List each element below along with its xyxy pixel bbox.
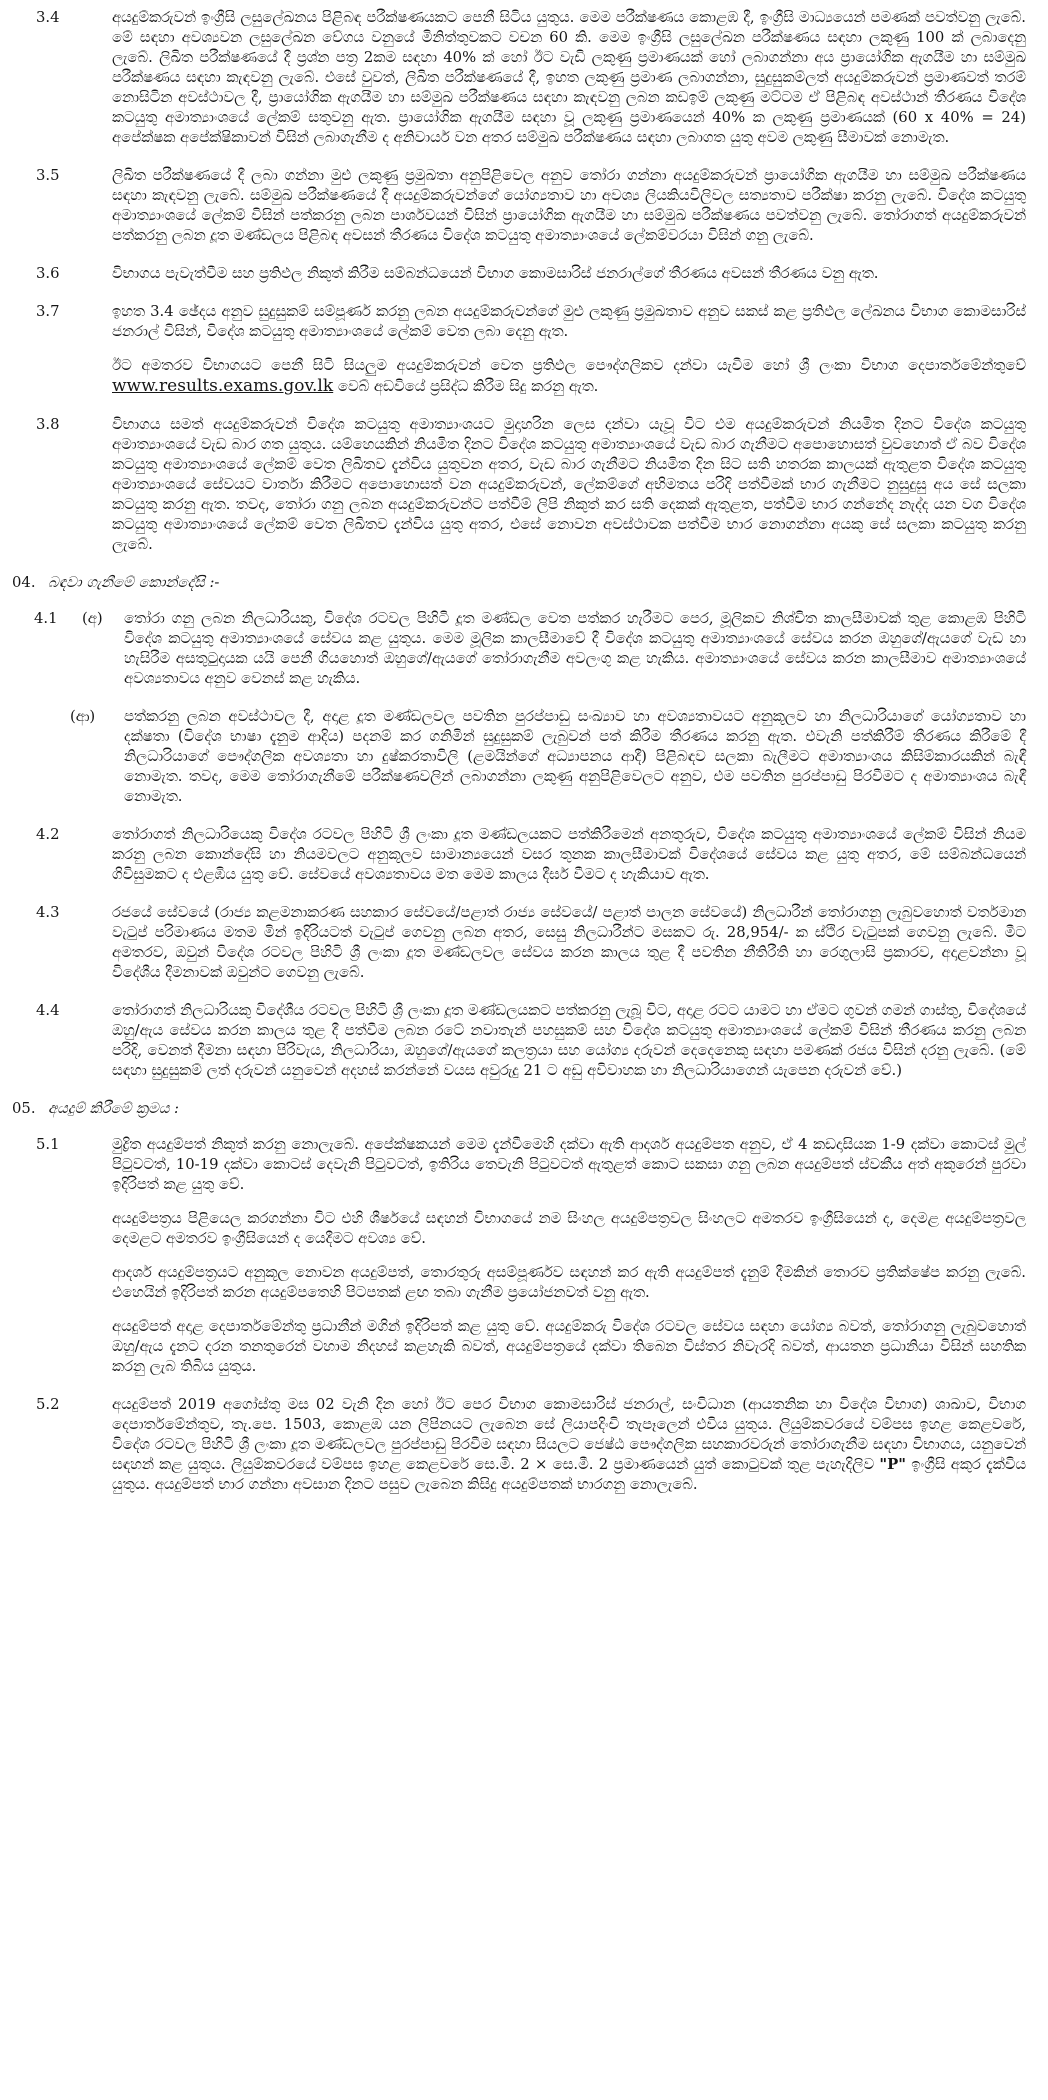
clause-number: 4.3 [36,904,60,921]
clause-text: මුද්‍රිත අයදුම්පත් නිකුත් කරනු නොලැබේ. අපේක්ෂකයන් මෙම දැන්වීමෙහි දක්වා ඇති ආදර්ශ අයදුම්පත අනුව, ඒ 4 කඩදාසියක 1-9 දක්වා කොටස් මුල් පිටුවටත්, 10-19 දක්වා කොටස් දෙවැනි පිටුවටත්, ඉතිරිය තෙවැනි පිටුවටත් ඇතුළත් කොට සකසා ගනු ලබන අයදුම්පත් ස්වකීය අත් අකුරෙන් පුරවා ඉදිරිපත් කළ යුතු වේ. [112,1136,1026,1193]
clause-number: 3.4 [36,9,60,26]
clause-4-1-a [12,609,1026,689]
section-title: බඳවා ගැනීමේ කොන්දේසි :- [48,574,220,591]
clause-text [112,356,1026,397]
clause-number: 5.1 [36,1136,60,1153]
clause-text [112,1395,1026,1495]
section-05-heading [12,1099,1026,1119]
clause-number: 5.2 [36,1396,60,1413]
clause-text: ආදර්ශ අයදුම්පත්‍රයට අනුකූල නොවන අයදුම්පත්, තොරතුරු අසම්පූර්ණව සඳහන් කර ඇති අයදුම්පත් දැනුම් දීමකින් තොරව ප්‍රතික්ෂේප කරනු ලැබේ. එහෙයින් ඉදිරිපත් කරන අයදුම්පතෙහි පිටපතක් ළඟ තබා ගැනීම ප්‍රයෝජනවත් වනු ඇත. [112,1264,1026,1301]
clause-3-4 [12,8,1026,148]
clause-text: රජයේ සේවයේ (රාජ්‍ය කළමනාකරණ සහකාර සේවයේ/පළාත් රාජ්‍ය සේවයේ/ පළාත් පාලන සේවයේ) නිලධාරීන් තෝරාගනු ලැබුවහොත් වර්තමාන වැටුප් පරිමාණය මතම මින් ඉදිරියටත් වැටුප් ගෙවනු ලබන අතර, සෙසු නිලධාරීන්ට මසකට රු. 28,954/- ක ස්ථිර වැටුපක් ගෙවනු ලැබේ. මීට අමතරව, ඔවුන් විදේශ රටවල පිහිටි ශ්‍රී ලංකා දූත මණ්ඩලවල සේවය කරන කාලය තුළ දී පවතින නීතිරීති හා රෙගුලාසි ප්‍රකාරව, අදාළවන්නා වූ විදේශීය දීමනාවක් ඔවුන්ට ගෙවනු ලැබේ. [112,904,1026,981]
clause-text: අයදුම්කරුවන් ඉංග්‍රීසි ලසුලේඛනය පිළිබඳ පරීක්ෂණයකට පෙනී සිටිය යුතුය. මෙම පරීක්ෂණය කොළඹ දී, ඉංග්‍රීසි මාධ්‍යයෙන් පමණක් පවත්වනු ලැබේ. මේ සඳහා අවශ්‍යවන ලසුලේඛන වේගය වනුයේ මිනිත්තුවකට වචන 60 කි. මෙම ඉංග්‍රීසි ලසුලේඛන පරීක්ෂණය සඳහා ලකුණු 100 ක් ලබාදෙනු ලැබේ. ලිඛිත පරීක්ෂණයේ දී ප්‍රශ්න පත්‍ර 2කම සඳහා 40% ක් හෝ ඊට වැඩි ලකුණු ප්‍රමාණයක් හෝ ලබාගන්නා අය ප්‍රායෝගික ඇගයීම හා සම්මුඛ පරීක්ෂණය සඳහා කැඳවනු ලැබේ. එසේ වුවත්, ලිඛිත පරීක්ෂණයේ දී, ඉහත ලකුණු ප්‍රමාණ ලබාගන්නා, සුදුසුකම්ලත් අයදුම්කරුවන් ප්‍රමාණවත් තරම් නොසිටින අවස්ථාවල දී, ප්‍රායෝගික ඇගයීම හා සම්මුඛ පරීක්ෂණය සඳහා කැඳවනු ලබන කඩඉම් ලකුණු මට්ටම ඒ පිළිබඳ අවස්ථාන් තීරණය විදේශ කටයුතු අමාත්‍යාංශයේ ලේකම් සතුවනු ඇත. ප්‍රායෝගික ඇගයීම සඳහා වූ ලකුණු ප්‍රමාණයෙන් 40% ක ලකුණු ප්‍රමාණයක් (60 x 40% = 24) අපේක්ෂක අපේක්ෂිකාවන් විසින් ලබාගැනීම ද අනිවාර්ය වන අතර සම්මුඛ පරීක්ෂණය සඳහා ලබාගත යුතු අවම ලකුණු සීමාවක් නොමැත. [112,9,1026,146]
section-04-heading [12,573,1026,593]
clause-text: පත්කරනු ලබන අවස්ථාවල දී, අදාළ දූත මණ්ඩලවල පවතින පුරප්පාඩු සංඛ්‍යාව හා අවශ්‍යතාවයට අනුකූලව හා නිලධාරියාගේ යෝග්‍යතාව හා දක්ෂතා (විදේශ භාෂා දැනුම ආදිය) පදනම් කර ගනිමින් සුදුසුකම් ලැබුවන් පත් කිරීම තීරණය කරනු ඇත. එවැනි පත්කිරීම් තීරණය කිරීමේ දී නිලධාරියාගේ පෞද්ගලික අවශ්‍යතා හා දුෂ්කරතාවිලි (ළමයින්ගේ අධ්‍යාපනය ආදී) පිළිබඳව සලකා බැලීමට අමාත්‍යාංශය කිසිම්කාරයකින් බැඳී නොමැත. තවද, මෙම තෝරාගැනීමේ පරීක්ෂණවලින් ලබාගන්නා ලකුණු අනුපිළිවෙලට අනුව, එම පවතින පුරප්පාඩු පිරවීමට ද අමාත්‍යාංශය බැඳී නොමැත. [124,708,1026,805]
clause-text: අයදුම්පත්‍රය පිළියෙල කරගන්නා විට එහි ශීර්ෂයේ සඳහන් විභාගයේ නම සිංහල අයදුම්පත්‍රවල සිංහලට අමතරව ඉංග්‍රීසියෙන් ද, දෙමළ අයදුම්පත්‍රවල දෙමළට අමතරව ඉංග්‍රීසියෙන් ද යෙදීමට අවශ්‍ය වේ. [112,1210,1026,1247]
results-website-link[interactable]: www.results.exams.gov.lk [112,376,334,396]
clause-3-7 [12,302,1026,397]
clause-text-part: ඊට අමතරව විභාගයට පෙනී සිටි සියලුම අයදුම්කරුවන් වෙත ප්‍රතිඵල පෞද්ගලිකව දන්වා යැවීම හෝ ශ්‍රී ලංකා විභාග දෙපාර්තමේන්තුවේ [112,357,1026,374]
clause-text: ඉහත 3.4 ඡේදය අනුව සුදුසුකම් සම්පූර්ණ කරනු ලබන අයදුම්කරුවන්ගේ මුළු ලකුණු ප්‍රමුඛතාව අනුව සකස් කළ ප්‍රතිඵල ලේඛනය විභාග කොමසාරිස් ජනරාල් විසින්, විදේශ කටයුතු අමාත්‍යාංශයේ ලේකම් වෙත ලබා දෙනු ඇත. [112,303,1026,340]
letter-p-marker: "P" [879,1456,906,1473]
clause-text: තෝරාගත් නිලධාරියෙකු විදේශ රටවල පිහිටි ශ්‍රී ලංකා දූත මණ්ඩලයකට පත්කිරීමෙන් අනතුරුව, විදේශ කටයුතු අමාත්‍යාංශයේ ලේකම් විසින් නියම කරනු ලබන කොන්දේසි හා නියමවලට අනුකූලව සාමාන්‍යයෙන් වසර තුනක කාලසීමාවක් විදේශයේ සේවය කළ යුතු අතර, මේ සම්බන්ධයෙන් ගිවිසුමකට ද එළඹිය යුතු වේ. සේවයේ අවශ්‍යතාවය මත මෙම කාලය දීර්ඝ වීමට ද හැකියාව ඇත. [112,826,1026,883]
clause-4-2 [12,825,1026,885]
clause-5-2 [12,1395,1026,1495]
clause-text: විභාගය සමත් අයදුම්කරුවන් විදේශ කටයුතු අමාත්‍යාංශයට මුදාහරින ලෙස දන්වා යැවූ විට එම අයදුම්කරුවන් නියමිත දිනට විදේශ කටයුතු අමාත්‍යාංශයේ වැඩ බාර ගත යුතුය. යම්හෙයකින් නියමිත දිනට විදේශ කටයුතු අමාත්‍යාංශයේ වැඩ බාර ගැනීමට අපොහොසත් වුවහොත් ඒ බව විදේශ කටයුතු අමාත්‍යාංශයේ ලේකම් වෙත ලිඛිතව දැන්විය යුතුවන අතර, වැඩ බාර ගැනීමට නියමිත දින සිට සති හතරක කාලයක් ඇතුළත විදේශ කටයුතු අමාත්‍යාංශයේ සේවයට වාර්තා කිරීමට අපොහොසත් වන අයදුම්කරුවන්, ලේකම්ගේ අභිමතය පරිදි පත්වීමක් භාර ගැනීමට නුසුදුසු අය සේ සලකා කටයුතු කරනු ඇත. තවද, තෝරා ගනු ලබන අයදුම්කරුවන්ට පත්වීම් ලිපි නිකුත් කර සති දෙකක් ඇතුළත, පත්වීම භාර ගන්නේද නැද්ද යන වග විදේශ කටයුතු අමාත්‍යාංශයේ ලේකම් වෙත ලිඛිතව දැන්විය යුතු අතර, එසේ නොවන අවස්ථාවක පත්වීම භාර නොගන්නා අයකු සේ සලකා කටයුතු කරනු ලැබේ. [112,416,1026,553]
clause-text-part: ඉංග්‍රීසි අකුර දැක්විය යුතුය. අයදුම්පත් භාර ගන්නා අවසාන දිනට පසුව ලැබෙන කිසිදු අයදුම්පතක් භාරගනු නොලැබේ. [112,1456,1026,1493]
clause-text: තෝරා ගනු ලබන නිලධාරියකු, විදේශ රටවල පිහිටි දූත මණ්ඩල වෙත පත්කර හැරීමට පෙර, මූලිකව නිශ්චිත කාලසීමාවක් තුළ කොළඹ පිහිටි විදේශ කටයුතු අමාත්‍යාංශයේ සේවය කළ යුතුය. මෙම මූලික කාලසීමාවේ දී විදේශ කටයුතු අමාත්‍යාංශයේ සේවය කරන ඔහුගේ/ඇයගේ වැඩ හා හැසිරීම අසතුටුදායක යයි පෙනී ගියහොත් ඔහුගේ/ඇයගේ තෝරාගැනීම අවලංගු කළ හැකිය. අමාත්‍යාංශයේ සේවය කරන කාලසීමාව අමාත්‍යාංශයේ අවශ්‍යතාවය අනුව වෙනස් කළ හැකිය. [124,610,1026,687]
clause-label: (ආ) [70,708,96,725]
clause-number: 4.2 [36,826,60,843]
clause-3-8 [12,415,1026,555]
clause-text: ලිඛිත පරීක්ෂණයේ දී ලබා ගන්නා මුළු ලකුණු ප්‍රමුඛතා අනුපිළිවෙල අනුව තෝරා ගන්නා අයදුම්කරුවන් ප්‍රායෝගික ඇගයීම හා සම්මුඛ පරීක්ෂණය සඳහා කැඳවනු ලැබේ. සම්මුඛ පරීක්ෂණයේ දී අයදුම්කරුවන්ගේ යෝග්‍යතාව හා අවශ්‍ය ලියකියවිලිවල සත්‍යතාව පරීක්ෂා කරනු ලැබේ. විදේශ කටයුතු අමාත්‍යාංශයේ ලේකම් විසින් පත්කරනු ලබන පාර්ශවයන් විසින් ප්‍රායෝගික ඇගයීම හා සම්මුඛ පරීක්ෂණය පවත්වනු ලැබේ. තෝරාගත් අයදුම්කරුවන් පත්කරනු ලබන දූත මණ්ඩලය පිළිබඳ අවසන් තීරණය විදේශ කටයුතු අමාත්‍යාංශයේ ලේකම්වරයා විසින් ගනු ලැබේ. [112,167,1026,244]
clause-number: 3.7 [36,303,60,320]
clause-3-6 [12,264,1026,284]
clause-number: 3.5 [36,167,60,184]
clause-text-part: අයදුම්පත් 2019 අගෝස්තු මස 02 වැනි දින හෝ ඊට පෙර විභාග කොමසාරිස් ජනරාල්, සංවිධාන (ආයතනික හා විදේශ විභාග) ශාඛාව, විභාග දෙපාර්තමේන්තුව, තැ.පෙ. 1503, කොළඹ යන ලිපිනයට ලැබෙන සේ ලියාපදිංචි තැපෑලෙන් එවිය යුතුය. ලියුම්කවරයේ වම්පස ඉහළ කෙළවරේ, විදේශ රටවල පිහිටි ශ්‍රී ලංකා දූත මණ්ඩලවල පුරප්පාඩු පිරවීම සඳහා සියලට ජෙෂ්ඨ පෞද්ගලික සහකාරවරුන් තෝරාගැනීම සඳහා විභාගය, යනුවෙන් සඳහන් කළ යුතුය. ලියුම්කවරයේ වම්පස ඉහළ කෙළවරේ සෙ.මී. 2 × සෙ.මී. 2 ප්‍රමාණයෙන් යුත් කොටුවක් තුළ පැහැදිලිව [112,1396,1027,1473]
section-number: 04. [12,574,36,591]
clause-number: 3.6 [36,265,60,282]
section-number: 05. [12,1100,36,1117]
clause-text: තෝරාගත් නිලධාරියකු විදේශීය රටවල පිහිටි ශ්‍රී ලංකා දූත මණ්ඩලයකට පත්කරනු ලැබූ විට, අදාළ රටට යාමට හා ඒමට ගුවන් ගමන් ගාස්තු, විදේශයේ ඔහු/ඇය සේවය කරන කාලය තුළ දී පත්වීම ලබන රටේ නවාතැන් පහසුකම් සහ විදේශ කටයුතු අමාත්‍යාංශයේ ලේකම් විසින් තීරණය කරනු ලබන පරිදි, වෙනත් දීමනා සඳහා පිරිවැය, නිලධාරියා, ඔහුගේ/ඇයගේ කලත්‍රයා සහ යෝග්‍ය දරුවන් දෙදෙනෙකු සඳහා පමණක් රජය විසින් දරනු ලැබේ. (මේ සඳහා සුදුසුකම් ලත් දරුවන් යනුවෙන් අදහස් කරන්නේ වයස අවුරුදු 21 ට අඩු අවිවාහක හා නිලධාරියාගෙන් යැපෙන දරුවන් වේ.) [112,1002,1026,1079]
section-title: අයදුම් කිරීමේ ක්‍රමය : [48,1100,180,1117]
clause-text: විභාගය පැවැත්වීම සහ ප්‍රතිඵල නිකුත් කිරීම සම්බන්ධයෙන් විභාග කොමසාරිස් ජනරාල්ගේ තීරණය අවසන් තීරණය වනු ඇත. [112,265,879,282]
clause-text: අයදුම්පත් අදාළ දෙපාර්තමේන්තු ප්‍රධානීන් මගින් ඉදිරිපත් කළ යුතු වේ. අයදුම්කරු විදේශ රටවල සේවය සඳහා යෝග්‍ය බවත්, තෝරාගනු ලැබුවහොත් ඔහු/ඇය දැනට දරන තනතුරෙන් වහාම නිදහස් කළහැකි බවත්, අයදුම්පත්‍රයේ දක්වා තිබෙන විස්තර නිවැරදි බවත්, ආයතන ප්‍රධානියා විසින් සහතික කරනු ලැබ තිබිය යුතුය. [112,1318,1026,1375]
clause-4-4 [12,1001,1026,1081]
clause-label: (අ) [82,610,103,627]
clause-number: 3.8 [36,416,60,433]
clause-4-1-b [12,707,1026,807]
clause-number: 4.4 [36,1002,60,1019]
clause-3-5 [12,166,1026,246]
clause-text-part: වෙබ් අඩවියේ ප්‍රසිද්ධ කිරීම සිදු කරනු ඇත. [337,378,599,395]
clause-5-1 [12,1135,1026,1377]
clause-number: 4.1 [34,610,58,627]
clause-4-3 [12,903,1026,983]
